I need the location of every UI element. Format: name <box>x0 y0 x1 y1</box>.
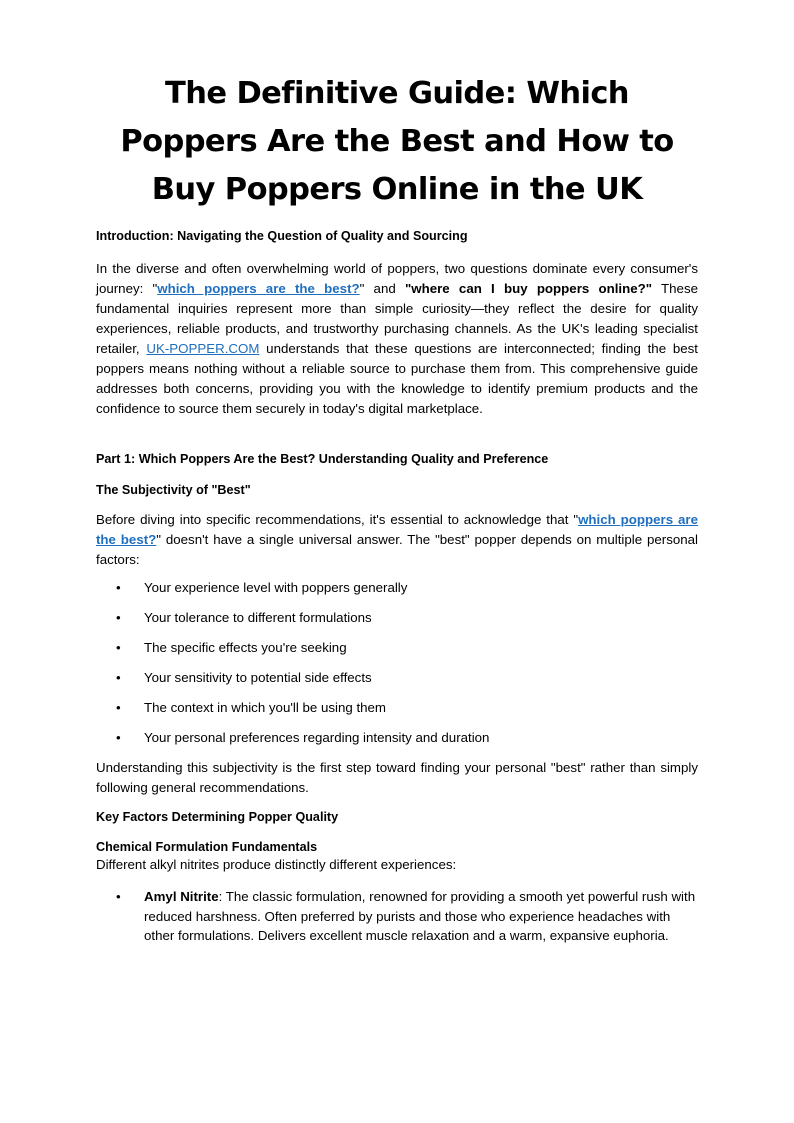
part1-heading: Part 1: Which Poppers Are the Best? Understanding Quality and Preference <box>96 452 549 466</box>
buy-online-question: "where can I buy poppers online?" <box>404 281 653 296</box>
list-item: • The context in which you'll be using them <box>96 698 698 718</box>
key-factors-heading: Key Factors Determining Popper Quality <box>96 810 339 824</box>
which-poppers-best-link-2[interactable]: which poppers are the best? <box>96 512 698 547</box>
bullet-icon: • <box>116 640 121 655</box>
intro-paragraph: In the diverse and often overwhelming world of poppers, two questions dominate every consumer's journey: "which poppers are the best?" and "where can I buy poppers online?" These fundamental inquiries represent more than simple curiosity—they reflect the desire for quality experiences, reliable products, and trustworthy purchasing channels. As the UK's leading specialist retailer, UK-POPPER.COM understands that these questions are interconnected; finding the best poppers means nothing without a reliable source to purchase them from. This comprehensive guide addresses both concerns, providing you with the knowledge to identify premium products and the confidence to source them securely in today's digital marketplace. <box>96 261 698 416</box>
bullet-icon: • <box>116 670 121 685</box>
list-item: • Your tolerance to different formulations <box>96 608 698 628</box>
subjectivity-heading: The Subjectivity of "Best" <box>96 483 251 497</box>
subjectivity-paragraph: Before diving into specific recommendations, it's essential to acknowledge that "which poppers are the best?" doesn't have a single universal answer. The "best" popper depends on multiple personal factors: <box>96 512 699 567</box>
chemical-intro: Different alkyl nitrites produce distinctly different experiences: <box>96 857 457 872</box>
factors-list <box>96 578 698 758</box>
chemical-formulation-heading: Chemical Formulation Fundamentals <box>96 840 318 854</box>
list-item: • Your personal preferences regarding intensity and duration <box>96 728 698 748</box>
list-item: • Your experience level with poppers generally <box>96 578 698 598</box>
list-item-amyl-nitrite: • Amyl Nitrite: The classic formulation, renowned for providing a smooth yet powerful rush with reduced harshness. Often preferred by purists and those who experience headaches with other formulations. Delivers excellent muscle relaxation and a warm, expansive euphoria. <box>116 889 696 943</box>
term-label: Amyl Nitrite <box>144 889 219 904</box>
list-item: • The specific effects you're seeking <box>96 638 698 658</box>
document-title: The Definitive Guide: Which Poppers Are the Best and How to Buy Poppers Online in the UK <box>120 76 674 207</box>
intro-heading: Introduction: Navigating the Question of Quality and Sourcing <box>96 229 468 243</box>
bullet-icon: • <box>116 700 121 715</box>
formulations-list <box>96 887 698 946</box>
which-poppers-best-link[interactable]: which poppers are the best? <box>157 281 360 296</box>
bullet-icon: • <box>116 610 121 625</box>
bullet-icon: • <box>116 730 121 745</box>
bullet-icon: • <box>116 580 121 595</box>
list-item: • Your sensitivity to potential side effects <box>96 668 698 688</box>
uk-popper-link[interactable]: UK-POPPER.COM <box>146 341 260 356</box>
bullet-icon: • <box>116 889 121 904</box>
summary-paragraph: Understanding this subjectivity is the first step toward finding your personal "best" rather than simply following general recommendations. <box>96 760 698 795</box>
